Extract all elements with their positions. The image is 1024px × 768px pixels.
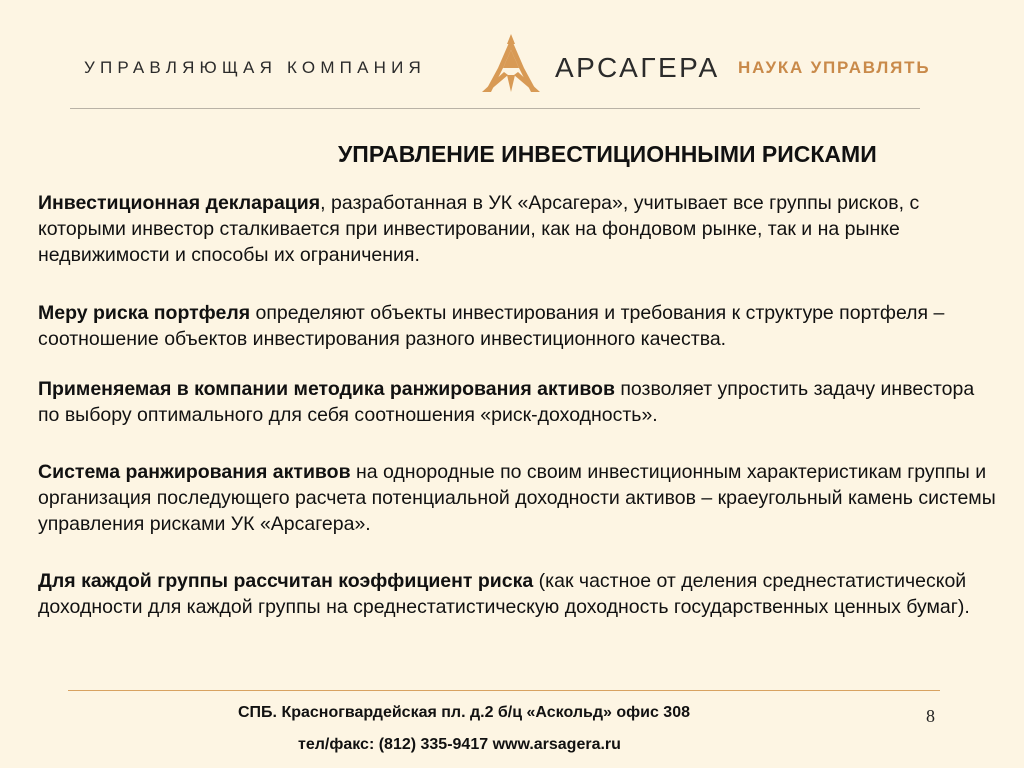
paragraph-portfolio-risk — [38, 300, 998, 352]
paragraph-risk-coefficient — [38, 568, 998, 620]
page-number: 8 — [926, 706, 935, 726]
paragraph-bold-text: Меру риска портфеля — [38, 302, 251, 324]
paragraph-body-text: позволяет упростить задачу инвестора по выбору оптимального для себя соотношения «риск-доходность». — [38, 378, 975, 426]
paragraph-body-text: определяют объекты инвестирования и требования к структуре портфеля – соотношение объектов инвестирования разного инвестиционного качества. — [38, 302, 945, 350]
paragraph-body-text: на однородные по своим инвестиционным характеристикам группы и организация последующего расчета потенциальной доходности активов – краеугольный камень системы управления рисками УК «Арсагера». — [38, 461, 996, 535]
paragraph-ranking-methodology — [38, 376, 998, 428]
paragraph-investment-declaration — [38, 190, 998, 268]
company-label: УПРАВЛЯЮЩАЯ КОМПАНИЯ — [84, 58, 427, 77]
paragraph-bold-text: Система ранжирования активов — [38, 461, 351, 483]
brand-name: АРСАГЕРА — [555, 52, 720, 83]
footer-divider — [68, 690, 940, 691]
slide-header — [0, 0, 1024, 110]
slide-title: УПРАВЛЕНИЕ ИНВЕСТИЦИОННЫМИ РИСКАМИ — [338, 141, 877, 167]
paragraph-body-text: , разработанная в УК «Арсагера», учитывает все группы рисков, с которыми инвестор сталкивается при инвестировании, как на фондовом рынке, так и на рынке недвижимости и способы их ограничения. — [38, 192, 920, 266]
paragraph-body-text: (как частное от деления среднестатистической доходности для каждой группы на среднестатистическую доходность государственных ценных бумаг). — [38, 570, 970, 618]
paragraph-bold-text: Инвестиционная декларация — [38, 192, 321, 214]
paragraph-bold-text: Применяемая в компании методика ранжирования активов — [38, 378, 615, 400]
header-divider — [70, 108, 920, 109]
footer-contact: тел/факс: (812) 335-9417 www.arsagera.ru — [298, 736, 621, 753]
arsagera-logo-icon — [474, 30, 548, 96]
brand-slogan: НАУКА УПРАВЛЯТЬ — [738, 58, 931, 77]
paragraph-ranking-system — [38, 459, 998, 537]
paragraph-bold-text: Для каждой группы рассчитан коэффициент риска — [38, 570, 534, 592]
footer-address: СПБ. Красногвардейская пл. д.2 б/ц «Аскольд» офис 308 — [238, 704, 690, 721]
